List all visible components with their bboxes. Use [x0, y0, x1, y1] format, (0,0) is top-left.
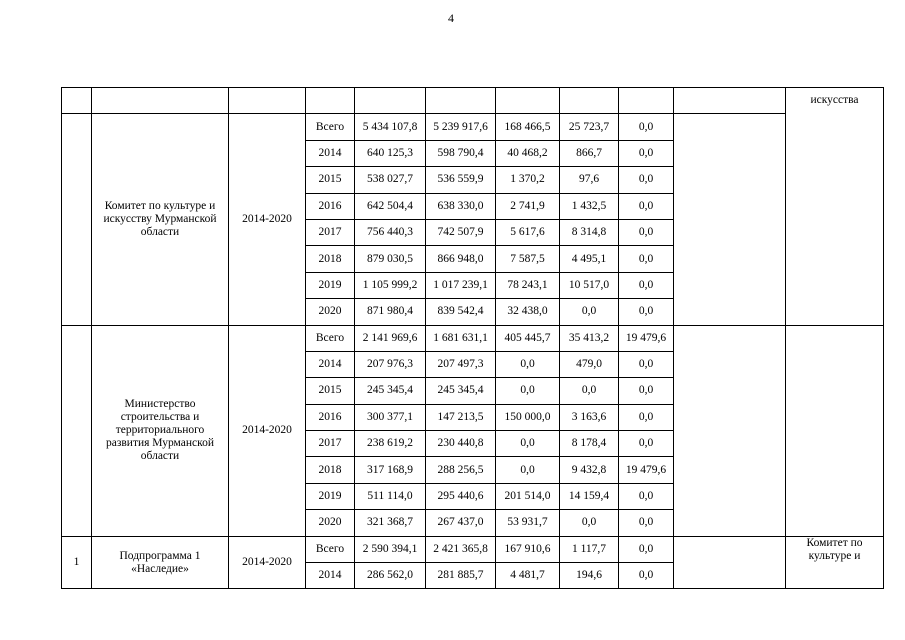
value-cell: 5 239 917,6 — [426, 114, 496, 140]
value-cell: 642 504,4 — [355, 193, 426, 219]
value-cell: 8 314,8 — [560, 219, 619, 245]
value-cell: 0,0 — [619, 114, 674, 140]
empty-cell — [92, 88, 229, 114]
indicator-cell — [674, 114, 786, 325]
value-cell: 4 481,7 — [496, 563, 560, 589]
value-cell: 2 141 969,6 — [355, 325, 426, 351]
period-cell: 2014-2020 — [229, 114, 306, 325]
value-cell: 538 027,7 — [355, 167, 426, 193]
year-cell: 2018 — [306, 457, 355, 483]
value-cell: 286 562,0 — [355, 563, 426, 589]
executor-cell — [786, 325, 884, 536]
value-cell: 97,6 — [560, 167, 619, 193]
year-cell: 2019 — [306, 272, 355, 298]
value-cell: 7 587,5 — [496, 246, 560, 272]
year-cell: 2016 — [306, 193, 355, 219]
year-cell: 2014 — [306, 563, 355, 589]
value-cell: 0,0 — [619, 219, 674, 245]
value-cell: 638 330,0 — [426, 193, 496, 219]
value-cell: 295 440,6 — [426, 483, 496, 509]
value-cell: 167 910,6 — [496, 536, 560, 562]
value-cell: 536 559,9 — [426, 167, 496, 193]
value-cell: 230 440,8 — [426, 431, 496, 457]
value-cell: 245 345,4 — [355, 378, 426, 404]
value-cell: 0,0 — [619, 431, 674, 457]
value-cell: 742 507,9 — [426, 219, 496, 245]
value-cell: 150 000,0 — [496, 404, 560, 430]
value-cell: 300 377,1 — [355, 404, 426, 430]
value-cell: 511 114,0 — [355, 483, 426, 509]
value-cell: 1 117,7 — [560, 536, 619, 562]
year-cell: 2014 — [306, 140, 355, 166]
value-cell: 2 421 365,8 — [426, 536, 496, 562]
year-cell: 2016 — [306, 404, 355, 430]
value-cell: 871 980,4 — [355, 299, 426, 325]
executor-cell: искусства — [786, 88, 884, 114]
period-cell: 2014-2020 — [229, 325, 306, 536]
value-cell: 640 125,3 — [355, 140, 426, 166]
year-cell: 2014 — [306, 351, 355, 377]
value-cell: 0,0 — [496, 431, 560, 457]
year-cell: 2017 — [306, 431, 355, 457]
value-cell: 598 790,4 — [426, 140, 496, 166]
value-cell: 0,0 — [619, 299, 674, 325]
value-cell: 281 885,7 — [426, 563, 496, 589]
year-cell: 2015 — [306, 378, 355, 404]
value-cell: 0,0 — [619, 167, 674, 193]
subprogram-name: Подпрограмма 1 «Наследие» — [92, 536, 229, 589]
value-cell: 2 590 394,1 — [355, 536, 426, 562]
value-cell: 756 440,3 — [355, 219, 426, 245]
value-cell: 405 445,7 — [496, 325, 560, 351]
value-cell: 147 213,5 — [426, 404, 496, 430]
year-cell: 2019 — [306, 483, 355, 509]
value-cell: 0,0 — [619, 404, 674, 430]
indicator-cell — [674, 536, 786, 589]
value-cell: 32 438,0 — [496, 299, 560, 325]
value-cell: 1 370,2 — [496, 167, 560, 193]
empty-cell — [560, 88, 619, 114]
value-cell: 866,7 — [560, 140, 619, 166]
value-cell: 879 030,5 — [355, 246, 426, 272]
table-row — [62, 114, 884, 140]
table-row — [62, 325, 884, 351]
year-cell: 2015 — [306, 167, 355, 193]
value-cell: 0,0 — [496, 351, 560, 377]
value-cell: 0,0 — [560, 510, 619, 536]
value-cell: 40 468,2 — [496, 140, 560, 166]
indicator-cell — [674, 325, 786, 536]
number-cell — [62, 114, 92, 325]
value-cell: 0,0 — [619, 246, 674, 272]
year-cell: 2018 — [306, 246, 355, 272]
value-cell: 0,0 — [619, 378, 674, 404]
value-cell: 1 432,5 — [560, 193, 619, 219]
value-cell: 4 495,1 — [560, 246, 619, 272]
value-cell: 10 517,0 — [560, 272, 619, 298]
value-cell: 0,0 — [496, 378, 560, 404]
value-cell: 267 437,0 — [426, 510, 496, 536]
value-cell: 0,0 — [496, 457, 560, 483]
value-cell: 207 976,3 — [355, 351, 426, 377]
year-cell: Всего — [306, 536, 355, 562]
value-cell: 5 617,6 — [496, 219, 560, 245]
value-cell: 5 434 107,8 — [355, 114, 426, 140]
value-cell: 25 723,7 — [560, 114, 619, 140]
value-cell: 53 931,7 — [496, 510, 560, 536]
value-cell: 168 466,5 — [496, 114, 560, 140]
value-cell: 1 017 239,1 — [426, 272, 496, 298]
value-cell: 479,0 — [560, 351, 619, 377]
value-cell: 321 368,7 — [355, 510, 426, 536]
executor-cell — [786, 114, 884, 325]
value-cell: 2 741,9 — [496, 193, 560, 219]
table-row — [62, 88, 884, 114]
table-body — [62, 88, 884, 589]
value-cell: 194,6 — [560, 563, 619, 589]
value-cell: 0,0 — [560, 378, 619, 404]
value-cell: 19 479,6 — [619, 457, 674, 483]
value-cell: 0,0 — [619, 563, 674, 589]
year-cell: Всего — [306, 114, 355, 140]
executor-cell: Комитет по культуре и — [786, 536, 884, 589]
value-cell: 839 542,4 — [426, 299, 496, 325]
value-cell: 317 168,9 — [355, 457, 426, 483]
value-cell: 238 619,2 — [355, 431, 426, 457]
empty-cell — [306, 88, 355, 114]
table-row — [62, 536, 884, 562]
empty-cell — [355, 88, 426, 114]
page-number: 4 — [448, 11, 454, 25]
budget-table — [61, 87, 884, 589]
empty-cell — [619, 88, 674, 114]
value-cell: 35 413,2 — [560, 325, 619, 351]
number-cell: 1 — [62, 536, 92, 589]
period-cell: 2014-2020 — [229, 536, 306, 589]
value-cell: 9 432,8 — [560, 457, 619, 483]
year-cell: 2017 — [306, 219, 355, 245]
value-cell: 0,0 — [619, 536, 674, 562]
empty-cell — [674, 88, 786, 114]
value-cell: 0,0 — [619, 351, 674, 377]
value-cell: 288 256,5 — [426, 457, 496, 483]
value-cell: 14 159,4 — [560, 483, 619, 509]
value-cell: 0,0 — [619, 483, 674, 509]
organization-name: Комитет по культуре и искусству Мурманской области — [92, 114, 229, 325]
empty-cell — [62, 88, 92, 114]
organization-name: Министерство строительства и территориального развития Мурманской области — [92, 325, 229, 536]
value-cell: 19 479,6 — [619, 325, 674, 351]
empty-cell — [496, 88, 560, 114]
year-cell: Всего — [306, 325, 355, 351]
value-cell: 0,0 — [619, 510, 674, 536]
value-cell: 0,0 — [619, 193, 674, 219]
empty-cell — [229, 88, 306, 114]
empty-cell — [426, 88, 496, 114]
number-cell — [62, 325, 92, 536]
value-cell: 0,0 — [560, 299, 619, 325]
value-cell: 3 163,6 — [560, 404, 619, 430]
value-cell: 866 948,0 — [426, 246, 496, 272]
value-cell: 1 105 999,2 — [355, 272, 426, 298]
year-cell: 2020 — [306, 510, 355, 536]
value-cell: 1 681 631,1 — [426, 325, 496, 351]
value-cell: 201 514,0 — [496, 483, 560, 509]
value-cell: 0,0 — [619, 272, 674, 298]
value-cell: 0,0 — [619, 140, 674, 166]
year-cell: 2020 — [306, 299, 355, 325]
value-cell: 245 345,4 — [426, 378, 496, 404]
value-cell: 78 243,1 — [496, 272, 560, 298]
value-cell: 8 178,4 — [560, 431, 619, 457]
value-cell: 207 497,3 — [426, 351, 496, 377]
